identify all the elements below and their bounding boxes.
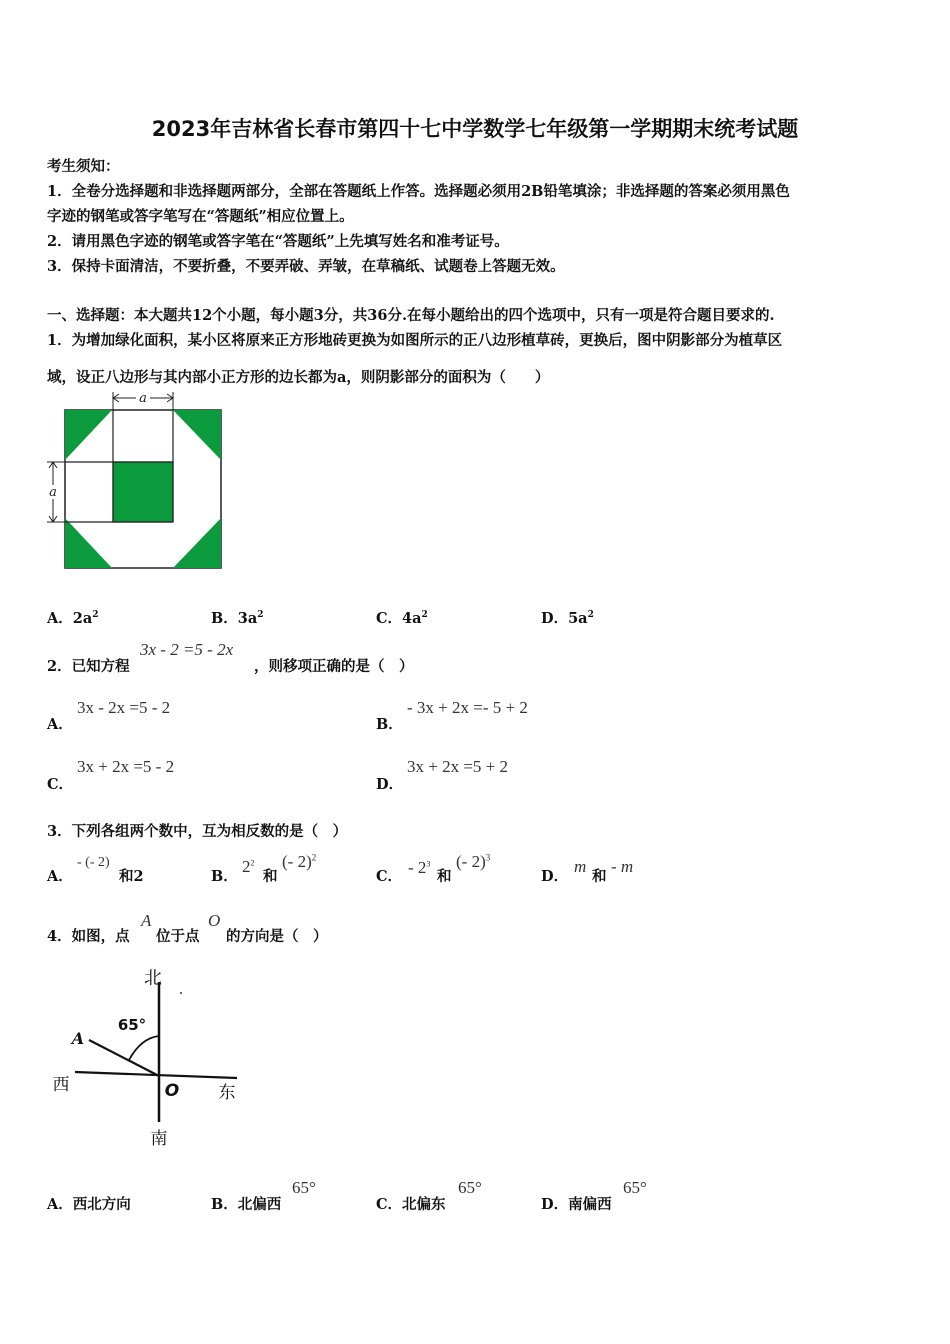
q2-option-b-expr: - 3x + 2x =- 5 + 2: [407, 698, 528, 717]
q1-stem-line-1: 1．为增加绿化面积，某小区将原来正方形地砖更换为如图所示的正八边形植草砖，更换后，图中阴影部分为植草区: [47, 332, 783, 349]
q4-option-d[interactable]: D．南偏西: [541, 1196, 612, 1213]
q4-option-a[interactable]: A．西北方向: [47, 1196, 131, 1213]
q3-option-a-and: 和2: [119, 868, 144, 885]
section-heading: 一、选择题：本大题共12个小题，每小题3分，共36分.在每小题给出的四个选项中，只有一项是符合题目要求的.: [47, 307, 775, 324]
label-south: 南: [150, 1129, 168, 1149]
q1-option-d[interactable]: D．$5a^2$: [541, 610, 594, 627]
label-west: 西: [52, 1075, 70, 1095]
q3-option-d-and: 和: [592, 868, 607, 885]
q4-stem-mid: 位于点: [156, 928, 200, 945]
q3-option-c-left: - $2^3$: [408, 858, 431, 877]
q4-stem-suffix: 的方向是（ ）: [226, 928, 328, 945]
q4-point-a: A: [141, 911, 152, 930]
q3-option-d-left: m: [574, 857, 587, 876]
q2-option-c-expr: 3x + 2x =5 - 2: [77, 757, 175, 776]
q2-option-d-label[interactable]: D．: [376, 776, 404, 793]
label-angle: 65°: [117, 1016, 147, 1034]
q4-stem-prefix: 4．如图，点: [47, 928, 130, 945]
q4-option-b[interactable]: B．北偏西: [211, 1196, 282, 1213]
q2-stem-suffix: ，则移项正确的是（ ）: [254, 658, 414, 675]
q3-option-d-right: - m: [611, 857, 634, 876]
q2-option-c-label[interactable]: C．: [47, 776, 74, 793]
q3-option-b-left: $2^2$: [242, 857, 255, 876]
q3-option-b-right: (- 2)$^2$: [282, 852, 317, 871]
q4-option-d-degree: 65°: [623, 1178, 647, 1197]
side-label-top: a: [139, 391, 147, 406]
q3-stem: 3．下列各组两个数中，互为相反数的是（ ）: [47, 823, 348, 840]
notice-item-1-line-1: 1．全卷分选择题和非选择题两部分，全部在答题纸上作答。选择题必须用2B铅笔填涂；非选择题的答案必须用黑色: [47, 183, 790, 200]
page-title: 2023年吉林省长春市第四十七中学数学七年级第一学期期末统考试题: [151, 117, 799, 141]
label-east: 东: [218, 1083, 236, 1103]
label-point-o: O: [164, 1081, 180, 1101]
q2-option-a-label[interactable]: A．: [47, 716, 73, 733]
q1-option-a[interactable]: A．$2a^2$: [47, 610, 99, 627]
q4-option-b-degree: 65°: [292, 1178, 316, 1197]
label-point-a: A: [71, 1029, 85, 1048]
q4-option-c-degree: 65°: [458, 1178, 482, 1197]
q2-stem-prefix: 2．已知方程: [47, 658, 130, 675]
notice-item-3: 3．保持卡面清洁，不要折叠，不要弄破、弄皱，在草稿纸、试题卷上答题无效。: [47, 258, 565, 275]
q1-option-c[interactable]: C．$4a^2$: [376, 610, 428, 627]
q1-octagon-figure: [40, 390, 230, 575]
q3-option-c-label[interactable]: C．: [376, 868, 403, 885]
side-label-left: a: [49, 485, 57, 500]
ray-oa: [89, 1040, 159, 1076]
q3-option-b-and: 和: [263, 868, 278, 885]
q3-option-c-right: (- 2)$^3$: [456, 852, 491, 871]
q1-stem-line-2: 域，设正八边形与其内部小正方形的边长都为a，则阴影部分的面积为（ ）: [47, 369, 550, 386]
q2-option-d-expr: 3x + 2x =5 + 2: [407, 757, 509, 776]
q4-option-c[interactable]: C．北偏东: [376, 1196, 446, 1213]
q3-option-d-label[interactable]: D．: [541, 868, 569, 885]
q3-option-a-label[interactable]: A．: [47, 868, 73, 885]
q3-option-c-and: 和: [437, 868, 452, 885]
q2-equation: 3x - 2 =5 - 2x: [140, 640, 234, 659]
angle-arc: [129, 1036, 159, 1060]
q3-option-a-left: - (- 2): [77, 855, 110, 870]
notice-item-2: 2．请用黑色字迹的钢笔或答字笔在“答题纸”上先填写姓名和准考证号。: [47, 233, 509, 250]
q4-compass-figure: [45, 960, 255, 1150]
inner-square: [113, 462, 173, 522]
q3-option-b-label[interactable]: B．: [211, 868, 238, 885]
label-north: 北: [144, 968, 162, 989]
q4-point-o: O: [208, 911, 221, 930]
notice-heading: 考生须知：: [47, 158, 120, 175]
notice-item-1-line-2: 字迹的钢笔或答字笔写在“答题纸”相应位置上。: [47, 208, 354, 225]
q1-option-b[interactable]: B．$3a^2$: [211, 610, 264, 627]
q2-option-b-label[interactable]: B．: [376, 716, 403, 733]
q2-option-a-expr: 3x - 2x =5 - 2: [77, 698, 171, 717]
